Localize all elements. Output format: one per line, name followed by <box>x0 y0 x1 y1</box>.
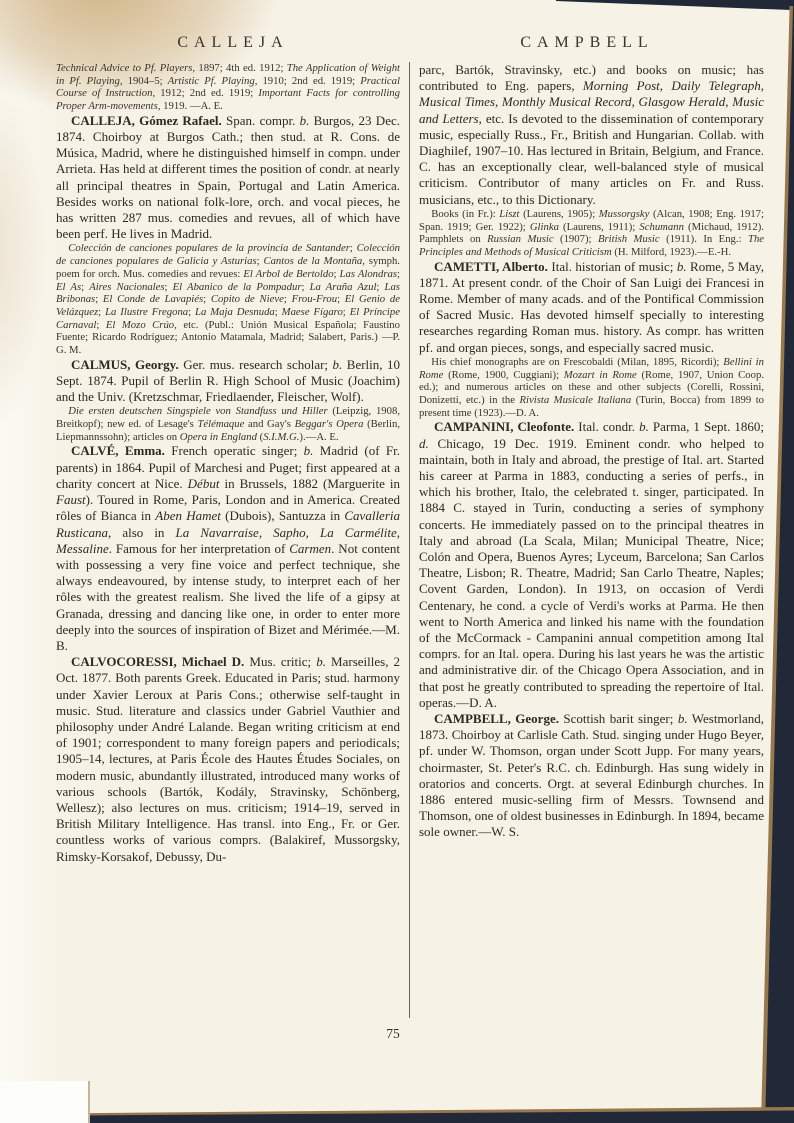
text-run: ). Toured in Rome, Paris, London and in America. Created rôles of Bianca in <box>56 492 400 524</box>
text-run: , 1919. —A. E. <box>157 100 223 113</box>
entry-paragraph <box>419 259 764 356</box>
text-run: (Alcan, 1908; Eng. 1917; Span. 1919; Ger. 1922); <box>419 207 764 233</box>
running-head-right: CAMPBELL <box>520 34 654 51</box>
text-run: Las Alondras <box>339 267 398 280</box>
bibliography-paragraph <box>56 405 400 443</box>
text-run: CALLEJA, Gómez Rafael. <box>70 112 222 128</box>
page-number: 75 <box>386 1026 400 1041</box>
entry-paragraph <box>56 357 400 406</box>
text-run: French operatic singer; <box>164 443 304 459</box>
entry-paragraph <box>419 62 764 208</box>
text-run: b. <box>332 356 343 372</box>
text-run: , <box>494 94 502 110</box>
text-run: The Application of Weight in Pf. Playing <box>56 62 401 87</box>
text-run: ; <box>333 267 340 280</box>
text-run: , <box>258 524 274 540</box>
text-columns <box>56 62 764 1018</box>
text-run: in Brussels, 1882 (Marguerite in <box>219 475 400 491</box>
text-run: , 1904–5; <box>119 74 168 87</box>
text-run: The Principles and Methods of Musical Criticism <box>419 233 764 258</box>
text-run: Colección de canciones populares de la provincia de Santander <box>68 242 350 255</box>
text-run: Practical Course of Instruction <box>56 74 400 100</box>
text-run: (Berlin, Liepmannssohn); articles on <box>56 418 401 443</box>
text-run: Span. compr. <box>221 112 300 128</box>
text-run: . Not content with possessing a very fine voice and perfect technique, she always endeavoured, by intense study, to interpret each of her rôles with the greatest realism. She lived the life of a gipsy at Granada, dressing and dancing like one, in order to enter more deeply into the sources of inspiration of Bizet and Mérimée.—M. B. <box>56 540 400 653</box>
text-run: CALVÉ, Emma. <box>70 443 165 459</box>
text-run: ).—A. E. <box>299 430 339 443</box>
text-run: Cantos de la Montaña <box>263 255 363 268</box>
text-run: b. <box>639 419 649 435</box>
text-run: Télémaque <box>197 418 245 431</box>
text-run: parc, Bartók, Stravinsky, etc.) and books on music; has contributed to Eng. papers, <box>419 62 764 94</box>
text-run: (Dubois), Santuzza in <box>220 508 345 524</box>
text-run: ; <box>342 305 350 318</box>
text-run: and Gay's <box>244 418 295 431</box>
text-run: ; <box>349 242 357 255</box>
text-run: b. <box>676 258 687 274</box>
text-run: , etc. (Publ.: Unión Musical Española; Faustino Fuente; Ricardo Rodríguez; Antonio Matamala, Madrid; Salabert, Paris.) —P. G. M. <box>56 318 400 357</box>
text-run: CALMUS, Georgy. <box>70 356 179 372</box>
text-run: Rivista Musicale Italiana <box>519 393 632 406</box>
bibliography-paragraph <box>56 62 400 113</box>
bibliography-paragraph <box>419 208 764 259</box>
text-run: ; <box>203 293 211 306</box>
text-run: Copito de Nieve <box>210 293 284 306</box>
text-run: ; <box>188 305 196 318</box>
text-run: Liszt <box>499 207 520 220</box>
text-run: (H. Milford, 1923).—E.-H. <box>611 245 731 258</box>
text-run: Début <box>187 475 220 491</box>
text-run: , etc. Is devoted to the dissemination of contemporary music, especially Russ., Fr., British and Hungarian. Collab. with Diaghilef, 1907–10. Has lectured in Britain, Belgium, and France. C. has an exceptionally clear, well-balanced style of musical criticism. Contributor of many articles on Fr. and Russ. musicians, etc., to this Dictionary. <box>419 110 764 207</box>
text-run: (Laurens, 1911); <box>558 220 640 233</box>
text-run: ; <box>81 280 90 293</box>
text-run: El Abanico de la Pompadur <box>172 280 302 293</box>
entry-paragraph <box>56 113 400 243</box>
text-run: Messaline <box>56 540 109 556</box>
text-run: , 1910; 2nd ed. 1919; <box>254 74 361 87</box>
text-run: CAMPANINI, Cleofonte. <box>433 419 575 435</box>
text-run: Carmen <box>289 540 332 556</box>
text-run: S.I.M.G. <box>263 430 300 443</box>
text-run: Russian Music <box>487 233 554 246</box>
text-run: Marseilles, 2 Oct. 1877. Both parents Greek. Educated in Paris; stud. harmony under Xavier Leroux at Paris Cons.; otherwise self-taught in music. Stud. literature and classics under Gabriel Vauthier and philosophy under André Lalande. Began writing criticism at end of 1901; correspondent to many foreign papers and periodicals; 1905–14, lectures, at Paris École des Hautes Études Sociales, on modern music, abundantly illustrated, introduced many works of various schools (Bartók, Kodály, Stravinsky, Schönberg, Wellesz); also lectures on mus. criticism; 1914–19, served in British Military Intelligence. Has transl. into Eng., Fr. or Ger. countless works of various comprs. (Balakiref, Mussorgsky, Rimsky-Korsakof, Debussy, Du- <box>56 654 401 864</box>
text-run: Mozart in Rome <box>563 368 637 381</box>
entry-paragraph <box>56 443 400 654</box>
text-run: Ital. condr. <box>574 419 640 435</box>
text-run: Burgos, 23 Dec. 1874. Choirboy at Burgos Cath.; then stud. at R. Cons. de Música, Madrid, where he distinguished himself in compn. under Arrieta. Has held at different times the position of condr. at nearly all principal theatres in Spain, Portugal and Latin America. Besides works on national folk-lore, orch. and vocal pieces, he has written 287 mus. comedies and revues, all of which have been perf. He lives in Madrid. <box>56 112 400 242</box>
text-run: , symph. poem for orch. Mus. comedies and revues: <box>56 255 400 280</box>
text-run: Parma, 1 Sept. 1860; <box>648 419 764 435</box>
text-run: La Ilustre Fregona <box>105 305 189 318</box>
text-run: , 1912; 2nd ed. 1919; <box>152 87 259 100</box>
text-run: British Music <box>597 233 660 246</box>
text-run: b. <box>316 654 326 670</box>
text-run: , <box>725 94 733 110</box>
bibliography-paragraph <box>56 242 400 356</box>
text-run: ; <box>283 293 292 306</box>
text-run: ; <box>98 305 106 318</box>
text-run: Maese Fígaro <box>281 305 343 318</box>
text-run: b. <box>677 711 688 727</box>
text-run: Chicago, 19 Dec. 1919. Eminent condr. who helped to maintain, both in Italy and abroad, the prestige of Ital. art. Started his career at Parma in 1883, conducting a series of perfs., in which his brother, Italo, the celebrated t. singer, participated. In 1884 C. stayed in Turin, conducting a series of symphony concerts. He immediately passed on to the principal theatres in Italy and abroad (La Scala, Milan; Municipal Theatre, Nice; Colón and Opera, Buenos Ayres; Lyceum, Barcelona; San Carlos Theatre, Lisbon; R. Theatre, Madrid; San Carlo Theatre, Naples; Covent Garden, London). In 1913, on occasion of Verdi Centenary, he cond. a cycle of Verdi's works at Parma. He then went to North America and linked his name with the foundation of the McCormack - Campanini annual competition among Ital comprs. for an Ital. opera. During his last years he was the artistic and administrative dir. of the Chicago Opera Association, and in that post he greatly contributed to spreading the repertoire of Ital. operas.—D. A. <box>419 435 764 710</box>
text-run: Glasgow Herald <box>638 94 726 110</box>
entry-paragraph <box>419 419 764 711</box>
underlying-page-edge <box>0 1081 90 1123</box>
text-run: (Rome, 1907, Union Coop. ed.); and numerous articles on these and other subjects (Corelli, Rossini, Donizetti, etc.) in the <box>419 368 764 406</box>
text-run: ; <box>164 280 173 293</box>
text-run: (Leipzig, 1908, Breitkopf); new ed. of Lesage's <box>56 405 400 431</box>
text-run: b. <box>303 443 314 459</box>
text-run: ; <box>376 280 385 293</box>
text-run: , <box>396 524 401 540</box>
text-run: (Laurens, 1905); <box>519 207 599 220</box>
text-run: CAMPBELL, George. <box>433 711 559 727</box>
text-run: ; <box>337 293 345 306</box>
text-run: El Conde de Lavapiés <box>102 293 204 306</box>
text-run: Important Facts for controlling Proper Arm-movements <box>56 87 400 113</box>
text-run: Sapho <box>273 524 306 540</box>
text-run: Ger. mus. research scholar; <box>178 356 333 372</box>
text-run: (Turin, Bocca) from 1899 to present time (1923).—D. A. <box>419 393 764 419</box>
text-run: ( <box>256 430 264 443</box>
text-run: Frou-Frou <box>291 293 338 306</box>
text-run: ; <box>96 318 106 331</box>
text-run: Music and Letters <box>419 94 764 126</box>
column-right <box>409 62 764 1018</box>
text-run: La Maja Desnuda <box>195 305 275 318</box>
text-run: Mus. critic; <box>244 654 317 670</box>
entry-paragraph <box>56 654 400 865</box>
text-run: Monthly Musical Record <box>501 94 632 110</box>
text-run: d. <box>419 435 429 451</box>
running-head-left: CALLEJA <box>177 34 289 51</box>
text-run: . Famous for her interpretation of <box>108 540 290 556</box>
text-run: ; <box>95 293 103 306</box>
text-run: Aires Nacionales <box>89 280 165 293</box>
text-run: Ital. historian of music; <box>547 258 677 274</box>
text-run: Westmorland, 1873. Choirboy at Carlisle Cath. Stud. singing under Hugo Beyer, pf. under W. Thomson, organ under Scott Jupp. For many years, choirmaster, St. Peter's R.C. ch. Edinburgh. Has sung widely in oratorios and concerts. Orgt. at several Edinburgh churches. In 1886 entered music-selling firm of Messrs. Townsend and Thomson, one of oldest businesses in Edinburgh. In 1894, became sole owner.—W. S. <box>419 711 764 840</box>
running-heads <box>0 0 794 58</box>
text-run: Scottish barit singer; <box>558 711 678 727</box>
text-run: , <box>760 78 764 94</box>
text-run: His chief monographs are on Frescobaldi (Milan, 1895, Ricordi); <box>431 355 724 368</box>
text-run: La Carmélite <box>319 524 397 540</box>
text-run: CALVOCORESSI, Michael D. <box>70 654 245 670</box>
column-left <box>56 62 409 1018</box>
text-run: Books (in Fr.): <box>431 207 500 220</box>
text-run: Schumann <box>639 220 684 233</box>
text-run: b. <box>299 112 310 128</box>
text-run: Opera in England <box>179 430 257 443</box>
text-run: Rome, 5 May, 1871. At present condr. of the Choir of San Luigi dei Francesi in Rome. Member of many acads. and of the Pontifical Commission of Sacred Music. Has devoted himself specially to interesting researches regarding Roman mus. history. As compr. has written pf. and organ pieces, songs, and especially sacred music. <box>419 258 764 355</box>
text-run: (1907); <box>553 233 598 246</box>
text-run: Technical Advice to Pf. Players <box>56 62 193 74</box>
text-run: (1911). In Eng.: <box>659 233 748 246</box>
text-run: Artistic Pf. Playing <box>167 74 255 87</box>
text-run: Beggar's Opera <box>294 418 364 431</box>
text-run: Daily Telegraph <box>671 78 761 94</box>
text-run: Colección de canciones populares de Galicia y Asturias <box>56 242 400 268</box>
bibliography-paragraph <box>419 356 764 420</box>
text-run: , <box>631 94 639 110</box>
text-run: Madrid (of Fr. parents) in 1864. Pupil of Marchesi and Puget; first appeared at a charity concert at Nice. <box>56 443 400 491</box>
text-run: El Arbol de Bertoldo <box>243 267 334 280</box>
text-run: ; <box>256 255 264 268</box>
text-run: Die ersten deutschen Singspiele von Standfuss und Hiller <box>68 405 328 418</box>
text-run: Morning Post <box>582 78 660 94</box>
text-run: La Araña Azul <box>309 280 377 293</box>
text-run: ; <box>274 305 282 318</box>
text-run: Glinka <box>529 220 559 233</box>
text-run: Bellini in Rome <box>419 355 764 381</box>
text-run: (Michaud, 1912). Pamphlets on <box>419 220 764 246</box>
text-run: El Príncipe Carnaval <box>56 305 400 331</box>
text-run: El As <box>56 280 82 293</box>
text-run: (Rome, 1900, Cuggiani); <box>443 368 564 381</box>
text-run: , also in <box>108 524 176 540</box>
text-run: Musical Times <box>419 94 495 110</box>
entry-paragraph <box>419 711 764 841</box>
text-run: El Mozo Crúo <box>105 318 175 331</box>
text-run: Berlin, 10 Sept. 1874. Pupil of Berlin R. High School of Music (Joachim) and the Univ. (Kretzschmar, Friedlaender, Fleischer, Wolf). <box>56 356 400 405</box>
text-run: , 1897; 4th ed. 1912; <box>192 62 287 74</box>
text-run: , <box>305 524 320 540</box>
text-run: , <box>659 78 672 94</box>
text-run: Las Bribonas <box>56 280 400 306</box>
text-run: ; <box>397 267 400 280</box>
text-run: Mussorgsky <box>598 207 650 220</box>
text-run: Aben Hamet <box>155 508 221 524</box>
text-run: CAMETTI, Alberto. <box>433 258 548 274</box>
text-run: Faust <box>56 492 86 508</box>
text-run: Cavalleria Rusticana <box>56 508 400 540</box>
text-run: El Genio de Velázquez <box>56 293 400 318</box>
text-run: La Navarraise <box>175 524 259 540</box>
text-run: ; <box>301 280 310 293</box>
